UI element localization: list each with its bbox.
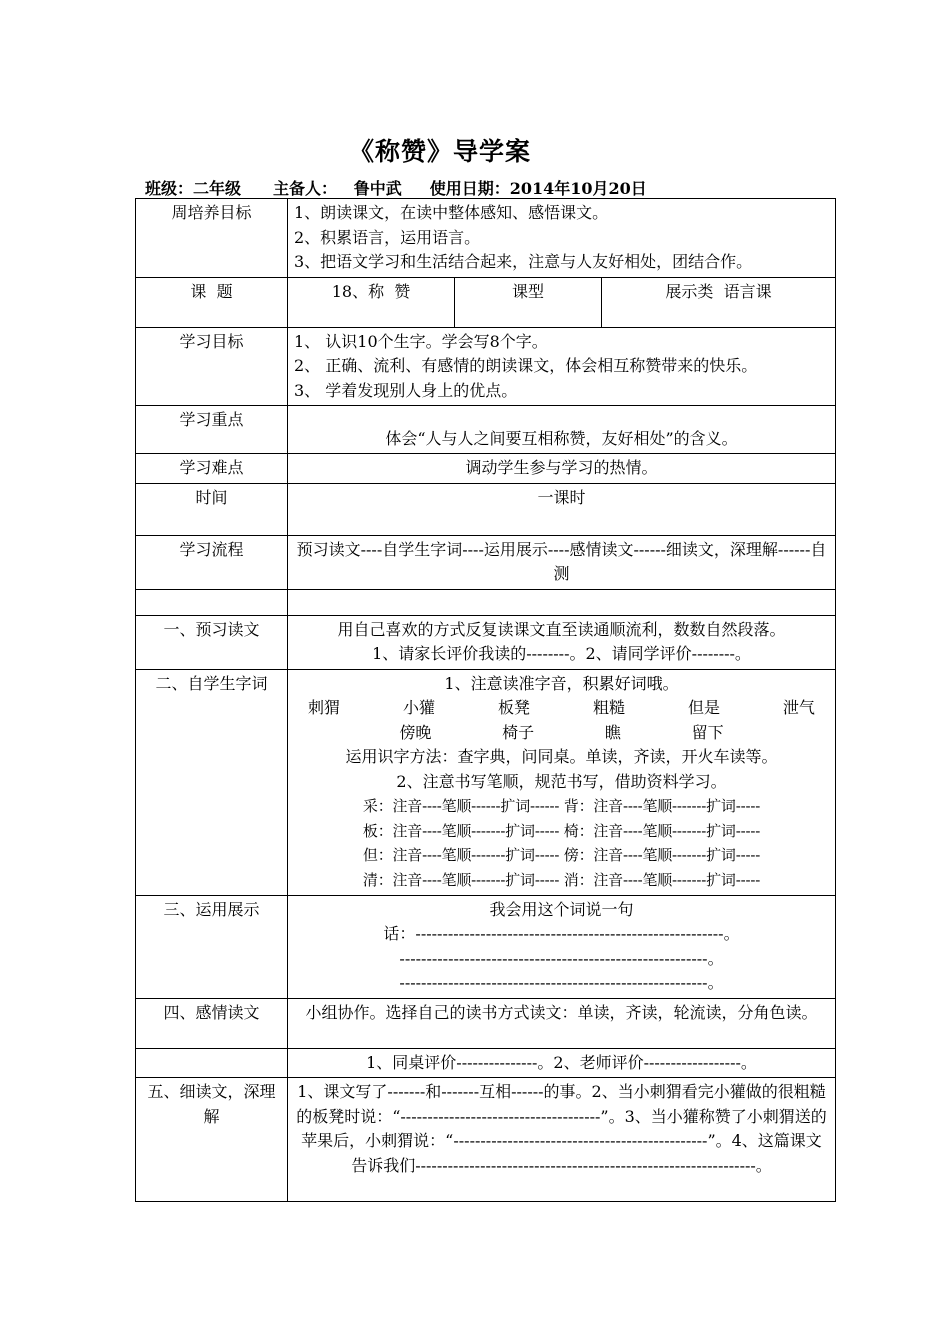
row-apply bbox=[136, 895, 836, 998]
emotion-eval: 1、同桌评价---------------。2、老师评价------------------。 bbox=[288, 1048, 836, 1078]
objectives-label: 学习目标 bbox=[136, 327, 288, 406]
class-label: 班级：二年级 bbox=[145, 179, 242, 198]
difficulty-value: 调动学生参与学习的热情。 bbox=[288, 454, 836, 484]
weekly-goal-2: 2、积累语言，运用语言。 bbox=[294, 227, 481, 247]
character-drill: 采：注音----笔顺------扩词------ 背：注音----笔顺-------扩词----- bbox=[362, 797, 761, 815]
document-meta bbox=[145, 176, 647, 199]
row-preview bbox=[136, 615, 836, 669]
preview-instruction: 用自己喜欢的方式反复读课文直至读通顺流利，数数自然段落。 bbox=[337, 619, 786, 639]
emotion-value: 小组协作。选择自己的读书方式读文：单读，齐读，轮流读，分角色读。 bbox=[288, 998, 836, 1048]
row-difficulty bbox=[136, 454, 836, 484]
apply-label: 三、运用展示 bbox=[136, 895, 288, 998]
preparer-label: 主备人： 鲁中武 bbox=[273, 179, 402, 198]
word-list-row-2 bbox=[294, 721, 829, 746]
blank-cell-right bbox=[288, 589, 836, 615]
focus-label: 学习重点 bbox=[136, 406, 288, 454]
apply-blank-3: ---------------------------------------------------------。 bbox=[399, 973, 724, 992]
word-item: 刺猬 bbox=[308, 698, 341, 717]
writing-instruction: 2、注意书写笔顺，规范书写，借助资料学习。 bbox=[396, 771, 727, 791]
row-topic bbox=[136, 277, 836, 327]
word-item: 小獾 bbox=[402, 698, 435, 717]
word-item: 椅子 bbox=[502, 722, 535, 742]
process-label: 学习流程 bbox=[136, 535, 288, 589]
word-item: 瞧 bbox=[604, 722, 621, 742]
objective-1: 1、 认识10个生字。学会写8个字。 bbox=[294, 331, 548, 351]
process-value: 预习读文----自学生字词----运用展示----感情读文------细读文，深理解------自测 bbox=[288, 535, 836, 589]
deep-reading-label: 五、细读文，深理解 bbox=[136, 1078, 288, 1202]
row-emotion bbox=[136, 998, 836, 1048]
word-item: 板凳 bbox=[497, 698, 530, 717]
self-study-label: 二、自学生字词 bbox=[136, 669, 288, 895]
word-item: 傍晚 bbox=[399, 722, 432, 742]
row-self-study bbox=[136, 669, 836, 895]
weekly-goals-label: 周培养目标 bbox=[136, 199, 288, 278]
objective-3: 3、 学着发现别人身上的优点。 bbox=[294, 380, 518, 400]
preview-evaluation: 1、请家长评价我读的--------。2、请同学评价--------。 bbox=[372, 644, 751, 663]
row-weekly-goals bbox=[136, 199, 836, 278]
literacy-method: 运用识字方法：查字典，问同桌。单读，齐读，开火车读等。 bbox=[345, 747, 778, 766]
blank-cell-left bbox=[136, 589, 288, 615]
lesson-type-value: 展示类 语言课 bbox=[602, 277, 836, 327]
word-item: 留下 bbox=[691, 722, 724, 742]
lesson-type-label: 课型 bbox=[455, 277, 602, 327]
difficulty-label: 学习难点 bbox=[136, 454, 288, 484]
apply-blank-1: 话：---------------------------------------------------------。 bbox=[383, 924, 740, 943]
focus-value: 体会“人与人之间要互相称赞，友好相处”的含义。 bbox=[288, 406, 836, 454]
weekly-goal-1: 1、朗读课文，在读中整体感知、感悟课文。 bbox=[294, 203, 609, 222]
emotion-label: 四、感情读文 bbox=[136, 998, 288, 1048]
document-title: 《称赞》导学案 bbox=[348, 137, 531, 166]
topic-value: 18、称 赞 bbox=[288, 277, 455, 327]
objective-2: 2、 正确、流利、有感情的朗读课文，体会相互称赞带来的快乐。 bbox=[294, 356, 758, 375]
time-label: 时间 bbox=[136, 483, 288, 535]
row-emotion-eval bbox=[136, 1048, 836, 1078]
word-item: 但是 bbox=[687, 698, 720, 717]
row-time bbox=[136, 483, 836, 535]
date-label: 使用日期：2014年10月20日 bbox=[429, 179, 647, 198]
deep-reading-content: 1、课文写了-------和-------互相------的事。2、当小刺猬看完小獾做的很粗糙的板凳时说：“-------------------------------------”。3、当小獾称赞了小刺猬送的苹果后，小刺猬说：“-----------------------------------------------”。4、这篇课文告诉我们---------------------------------------------------------------。 bbox=[288, 1078, 836, 1202]
row-process bbox=[136, 535, 836, 589]
weekly-goal-3: 3、把语文学习和生活结合起来，注意与人友好相处，团结合作。 bbox=[294, 252, 753, 271]
preview-content bbox=[288, 615, 836, 669]
character-drill: 清：注音----笔顺-------扩词----- 消：注音----笔顺-------扩词----- bbox=[362, 870, 761, 889]
word-list-row-1 bbox=[294, 696, 829, 721]
row-objectives bbox=[136, 327, 836, 406]
self-study-content bbox=[288, 669, 836, 895]
apply-prompt: 我会用这个词说一句 bbox=[489, 899, 634, 919]
row-deep-reading bbox=[136, 1078, 836, 1202]
emotion-eval-blank bbox=[136, 1048, 288, 1078]
word-item: 泄气 bbox=[782, 698, 815, 717]
row-focus bbox=[136, 406, 836, 454]
lesson-plan-table bbox=[135, 198, 836, 1202]
apply-blank-2: ---------------------------------------------------------。 bbox=[399, 948, 724, 968]
weekly-goals-content bbox=[288, 199, 836, 278]
self-study-intro: 1、注意读准字音，积累好词哦。 bbox=[444, 673, 679, 693]
character-drill: 板：注音----笔顺-------扩词----- 椅：注音----笔顺-------扩词----- bbox=[362, 821, 761, 840]
time-value: 一课时 bbox=[288, 483, 836, 535]
row-blank bbox=[136, 589, 836, 615]
apply-content bbox=[288, 895, 836, 998]
word-item: 粗糙 bbox=[592, 698, 625, 717]
character-drill: 但：注音----笔顺-------扩词----- 傍：注音----笔顺-------扩词----- bbox=[362, 846, 761, 864]
preview-label: 一、预习读文 bbox=[136, 615, 288, 669]
objectives-content bbox=[288, 327, 836, 406]
topic-label: 课 题 bbox=[136, 277, 288, 327]
